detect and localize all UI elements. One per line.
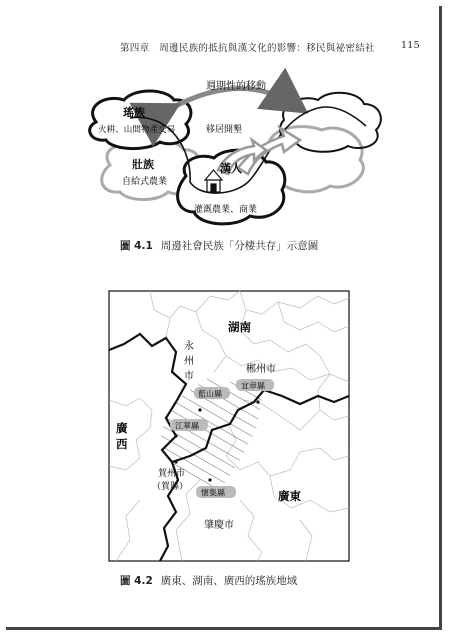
figure-4-1-number: 圖 4.1 xyxy=(120,240,153,252)
county-lanshan: 藍山縣 xyxy=(198,389,222,399)
figure-4-1-text: 周邊社會民族「分棲共存」示意圖 xyxy=(160,240,319,252)
figure-4-2-number: 圖 4.2 xyxy=(120,575,153,587)
county-jianghua: 江華縣 xyxy=(175,421,199,431)
city-zhaoqing: 肇慶市 xyxy=(204,520,234,531)
periodic-movement-label: 週期性的移動 xyxy=(206,81,266,92)
city-yongzhou-2: 州 xyxy=(184,356,194,367)
zhuang-title: 壯族 xyxy=(132,158,154,171)
yao-title: 瑤族 xyxy=(123,106,145,119)
zhuang-desc: 自給式農業 xyxy=(122,177,168,187)
province-guangdong: 廣東 xyxy=(278,489,301,503)
figure-4-2-caption xyxy=(120,573,297,588)
province-guangxi-1: 廣 xyxy=(116,421,128,435)
figure-4-2-text: 廣東、湖南、廣西的瑤族地域 xyxy=(160,575,298,587)
city-yongzhou-3: 市 xyxy=(184,371,194,382)
county-hexian: （賀縣） xyxy=(152,482,189,492)
han-desc: 灌溉農業、商業 xyxy=(194,205,258,215)
yao-desc: 火耕、山間物產交易 xyxy=(98,125,176,135)
county-huaiji: 懷集縣 xyxy=(201,488,225,498)
province-guangxi-2: 西 xyxy=(116,437,128,451)
migration-label: 移居開墾 xyxy=(206,125,243,135)
yizhang-marker xyxy=(256,400,259,403)
city-chenzhou: 郴州市 xyxy=(246,364,276,375)
page-number: 115 xyxy=(400,40,420,51)
chapter-title: 第四章 周邊民族的抵抗與漢文化的影響：移民與祕密結社 xyxy=(120,43,375,54)
province-hunan: 湖南 xyxy=(228,320,251,334)
jianghua-marker xyxy=(174,434,177,437)
city-hezhou: 賀州市 xyxy=(158,469,186,479)
han-title: 漢人 xyxy=(220,162,242,175)
lanshan-marker xyxy=(198,408,201,411)
city-yongzhou-1: 永 xyxy=(184,341,194,352)
county-yizhang: 宜章縣 xyxy=(241,381,265,391)
hezhou-marker xyxy=(174,460,177,463)
huaiji-marker xyxy=(208,478,211,481)
